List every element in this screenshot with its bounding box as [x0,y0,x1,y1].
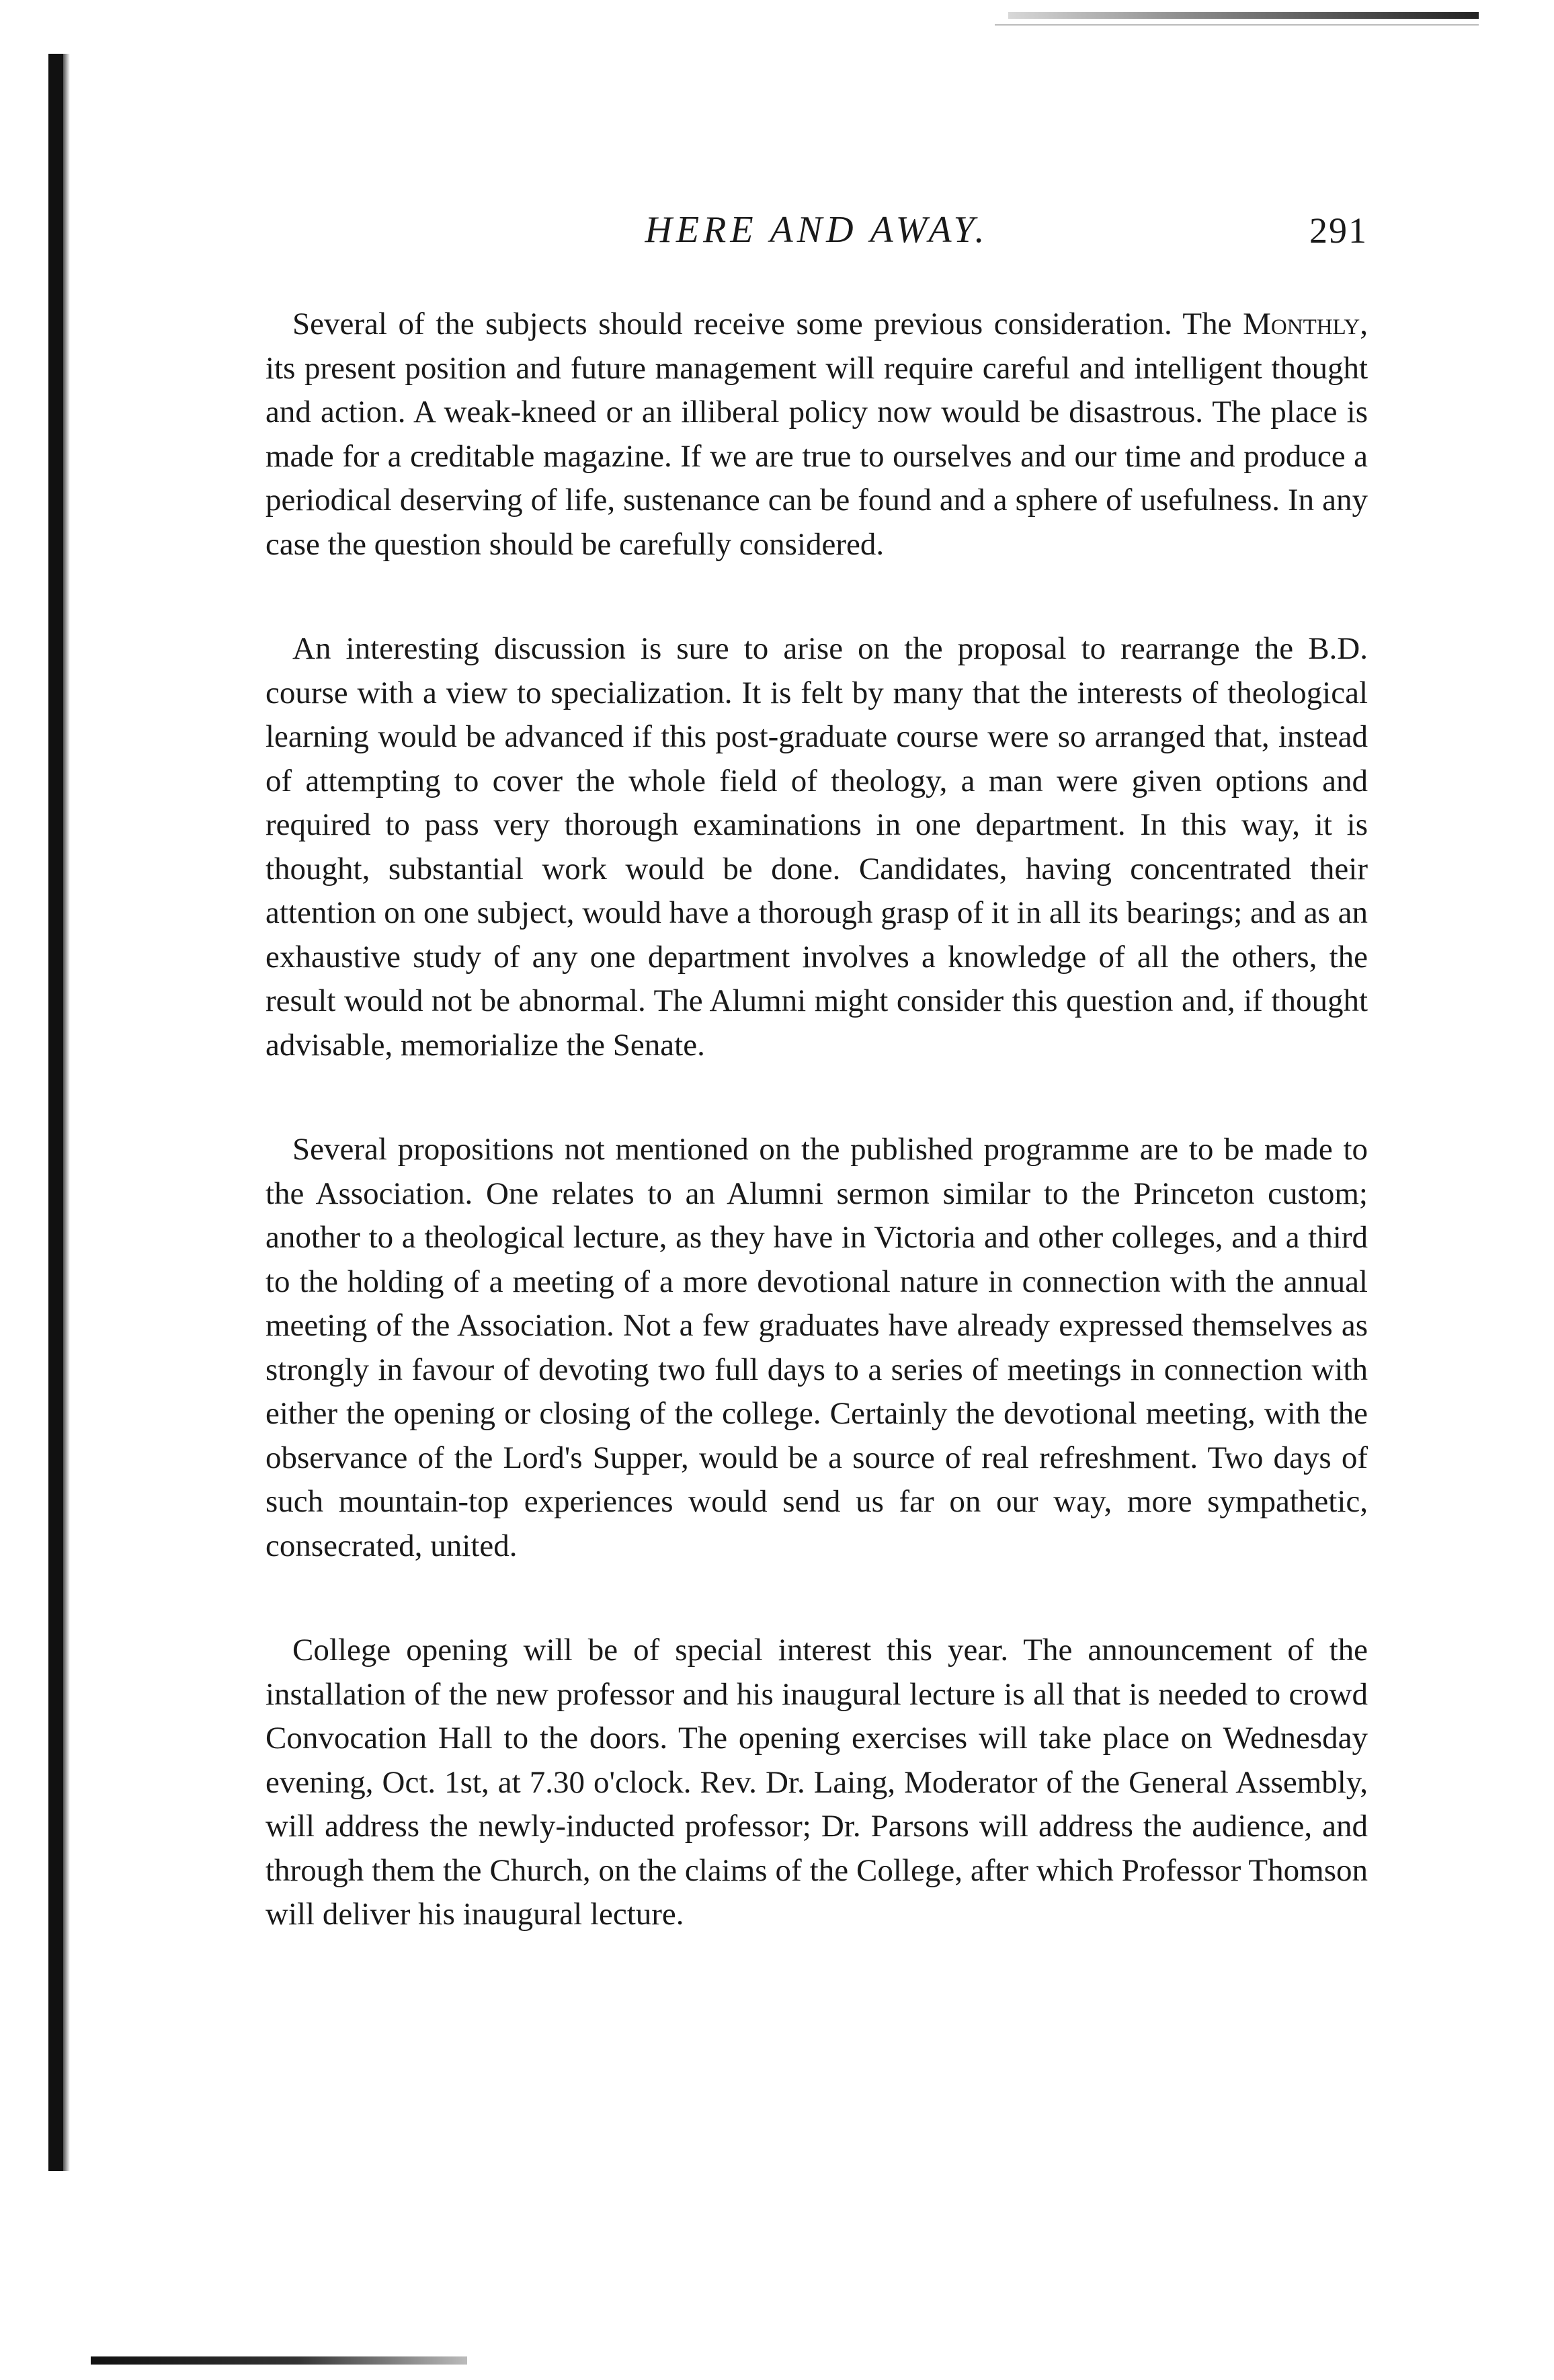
scan-edge-line-top [995,24,1479,26]
paragraph-text: Several of the subjects should receive some previous consideration. The [292,306,1243,341]
paragraph-bd-course: An interesting discussion is sure to arise on the proposal to rearrange the B.D. course with a view to specialization. It is felt by many that the interests of theological learning would be advanced if this post-graduate course were so arranged that, instead of attempting to cover the whole field of theology, a man were given options and required to pass very thorough examinations in one department. In this way, it is thought, substantial work would be done. Candidates, having concentrated their attention on one subject, would have a thorough grasp of it in all its bearings; and as an exhaustive study of any one department involves a knowledge of all the others, the result would not be abnormal. The Alumni might consider this question and, if thought advisable, memorialize the Senate. [265,631,1368,1063]
scan-binding-gradient [63,54,70,2171]
page-number: 291 [1309,210,1368,251]
scan-edge-mark-bottom [91,2356,467,2365]
journal-name: Monthly [1243,306,1360,341]
paragraph-college-opening: College opening will be of special interest this year. The announcement of the installation of the new professor and his inaugural lecture is all that is needed to crowd Convocation Hall to the doors. The opening exercises will take place on Wednesday evening, Oct. 1st, at 7.30 o'clock. Rev. Dr. Laing, Moderator of the General Assembly, will address the newly-inducted professor; Dr. Parsons will address the audience, and through them the Church, on the claims of the College, after which Professor Thomson will deliver his inaugural lecture. [265,1633,1368,1932]
running-head [265,208,1368,262]
scan-binding-shadow [48,54,63,2171]
paragraph-monthly [265,302,1368,567]
body-text [265,302,1368,1937]
scan-edge-mark-top [1008,12,1479,19]
paragraph-text: , its present position and future management will require careful and intelligent thought and action. A weak-kneed or an illiberal policy now would be disastrous. The place is made for a creditable magazine. If we are true to ourselves and our time and produce a periodical deserving of life, sustenance can be found and a sphere of usefulness. In any case the question should be carefully considered. [265,306,1368,562]
running-title: HERE AND AWAY. [645,209,989,251]
paragraph-propositions: Several propositions not mentioned on the published programme are to be made to the Association. One relates to an Alumni sermon similar to the Princeton custom; another to a theological lecture, as they have in Victoria and other colleges, and a third to the holding of a meeting of a more devotional nature in connection with the annual meeting of the Association. Not a few graduates have already expressed themselves as strongly in favour of devoting two full days to a series of meetings in connection with either the opening or closing of the college. Certainly the devotional meeting, with the observance of the Lord's Supper, would be a source of real refreshment. Two days of such mountain-top experiences would send us far on our way, more sympathetic, consecrated, united. [265,1132,1368,1563]
